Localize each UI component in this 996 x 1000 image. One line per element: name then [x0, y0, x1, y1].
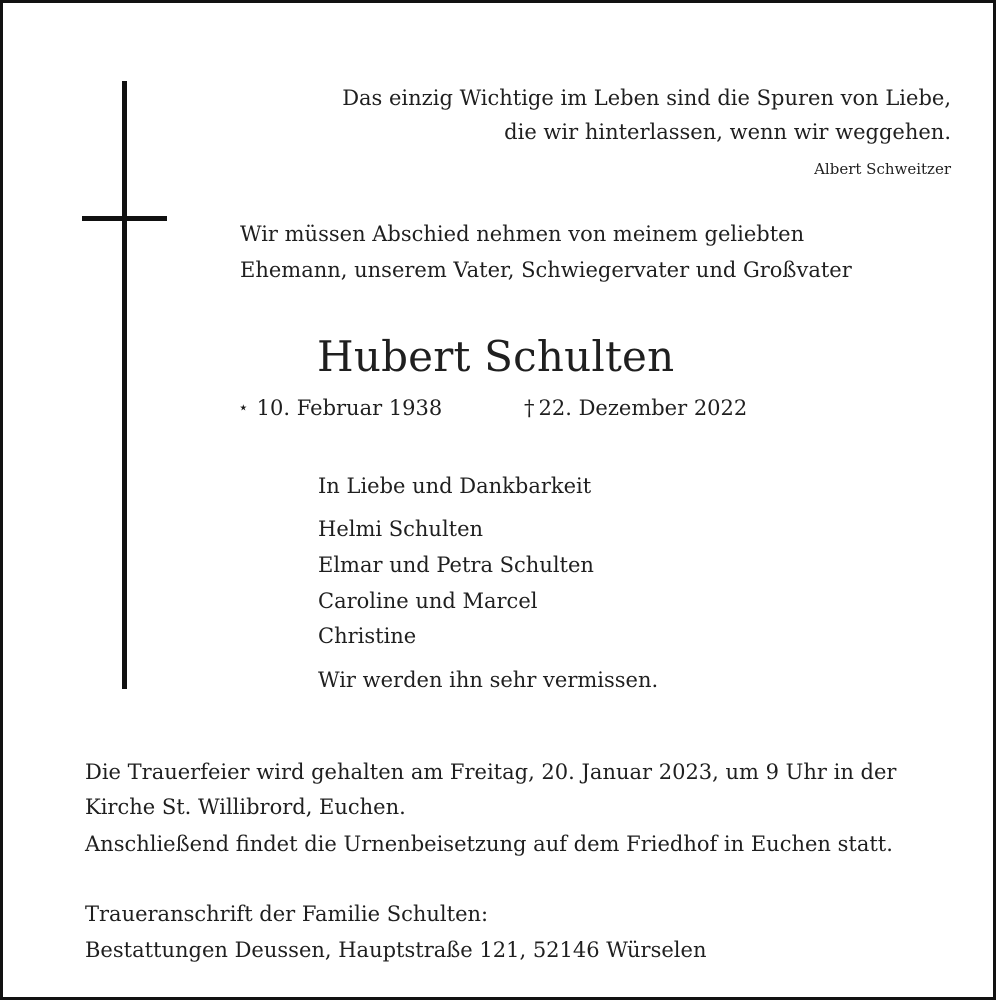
address-line-1: Traueranschrift der Familie Schulten:	[85, 902, 489, 926]
ceremony-line-3: Anschließend findet die Urnenbeisetzung auf dem Friedhof in Euchen statt.	[85, 832, 893, 856]
family-member: Helmi Schulten	[318, 517, 484, 541]
family-member: Christine	[318, 624, 417, 648]
cross-horizontal-bar	[82, 216, 167, 221]
ceremony-line-2: Kirche St. Willibrord, Euchen.	[85, 795, 406, 819]
intro-line-2: Ehemann, unserem Vater, Schwiegervater und Großvater	[240, 258, 852, 282]
quote-line-2: die wir hinterlassen, wenn wir weggehen.	[504, 120, 951, 144]
death-date	[524, 398, 747, 419]
family-greeting: In Liebe und Dankbarkeit	[318, 474, 592, 498]
cross-vertical-bar	[122, 81, 127, 689]
quote-line-1: Das einzig Wichtige im Leben sind die Spuren von Liebe,	[342, 86, 951, 110]
ceremony-line-1: Die Trauerfeier wird gehalten am Freitag, 20. Januar 2023, um 9 Uhr in der	[85, 760, 897, 784]
family-closing: Wir werden ihn sehr vermissen.	[318, 668, 659, 692]
birth-date-value: 10. Februar 1938	[256, 396, 443, 420]
dagger-icon: †	[524, 396, 535, 420]
quote-author: Albert Schweitzer	[814, 160, 951, 178]
birth-date	[238, 398, 442, 419]
address-line-2: Bestattungen Deussen, Hauptstraße 121, 52146 Würselen	[85, 938, 707, 962]
star-icon: ⋆	[238, 398, 249, 418]
death-date-value: 22. Dezember 2022	[538, 396, 748, 420]
deceased-name: Hubert Schulten	[317, 332, 675, 381]
family-member: Elmar und Petra Schulten	[318, 553, 594, 577]
intro-line-1: Wir müssen Abschied nehmen von meinem geliebten	[240, 222, 805, 246]
family-member: Caroline und Marcel	[318, 589, 538, 613]
